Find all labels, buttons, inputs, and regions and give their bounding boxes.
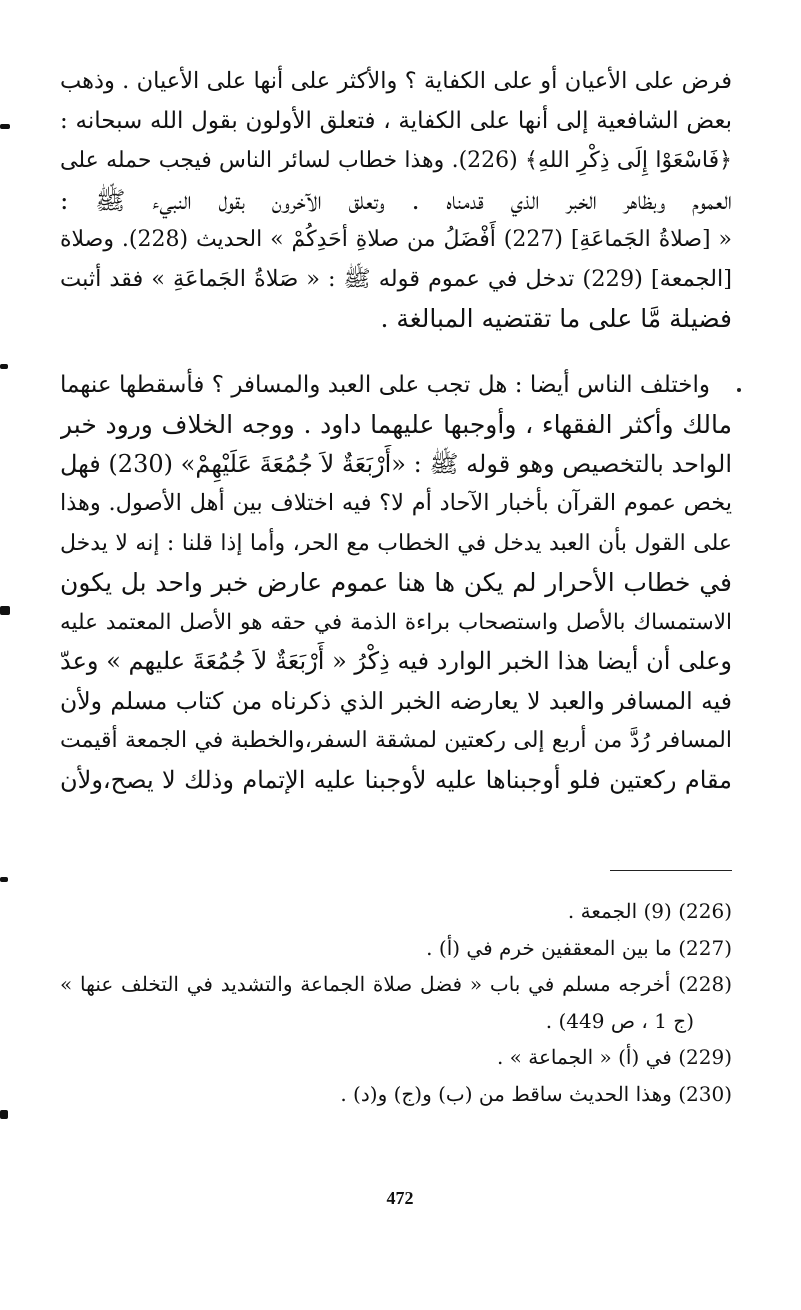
text-line: الاستمساك بالأصل واستصحاب براءة الذمة في حقه هو الأصل المعتمد عليه (60, 609, 732, 635)
footnote-230: (230) وهذا الحديث ساقط من (ب) و(ج) و(د) . (340, 1081, 732, 1106)
page-number: 472 (386, 1188, 414, 1208)
paragraph-1 (60, 62, 732, 339)
text-line: [الجمعة] (229) تدخل في عموم قوله ﷺ : « صَلاةُ الجَماعَةِ » فقد أثبت (60, 265, 732, 292)
footnote-228: (228) أخرجه مسلم في باب « فضل صلاة الجماعة والتشديد في التخلف عنها » (60, 972, 732, 996)
text-line: فضيلة مَّا على ما تقتضيه المبالغة . (380, 304, 732, 333)
text-line: مالك وأكثر الفقهاء ، وأوجبها عليهما داود . ووجه الخلاف ورود خبر (60, 410, 732, 439)
margin-mark (0, 877, 8, 882)
footnote-226: (226) (9) الجمعة . (567, 899, 732, 923)
text-line: يخص عموم القرآن بأخبار الآحاد أم لا؟ فيه اختلاف بين أهل الأصول. وهذا (60, 490, 732, 516)
margin-mark (0, 1110, 8, 1119)
paragraph-bullet (737, 388, 741, 392)
text-line: فيه المسافر والعبد لا يعارضه الخبر الذي ذكرناه من كتاب مسلم ولأن (60, 686, 732, 715)
text-line: وعلى أن أيضا هذا الخبر الوارد فيه ذِكْرُ « أَرْبَعَةٌ لاَ جُمُعَةَ عليهم » وعدّ (60, 647, 732, 675)
margin-mark (0, 124, 10, 129)
footnote-227: (227) ما بين المعقفين خرم في (أ) . (426, 935, 732, 960)
text-line: العموم وبظاهر الخبر الذي قدمناه . وتعلق الآخرون بقول النبيء ﷺ : (60, 185, 732, 215)
paragraph-2 (60, 366, 732, 801)
footnote-229: (229) في (أ) « الجماعة » . (496, 1045, 732, 1069)
text-line: الواحد بالتخصيص وهو قوله ﷺ : «أَرْبَعَةٌ لاَ جُمُعَةَ عَلَيْهِمْ» (230) فهل (60, 449, 732, 478)
paragraph-gap (60, 339, 732, 366)
text-line: على القول بأن العبد يدخل في الخطاب مع الحر، وأما إذا قلنا : إنه لا يدخل (60, 530, 732, 556)
text-line: المسافر رُدَّ من أربع إلى ركعتين لمشقة السفر،والخطبة في الجمعة أقيمت (60, 728, 732, 753)
margin-mark (0, 606, 10, 615)
text-line: مقام ركعتين فلو أوجبناها عليه لأوجبنا عليه الإتمام وذلك لا يصح،ولأن (60, 765, 732, 794)
text-line: ﴿فَاسْعَوْا إِلَى ذِكْرِ اللهِ﴾ (226). وهذا خطاب لسائر الناس فيجب حمله على (60, 148, 732, 173)
text-line: واختلف الناس أيضا : هل تجب على العبد والمسافر ؟ فأسقطها عنهما (60, 371, 710, 398)
footnote-separator (610, 870, 732, 871)
text-line: بعض الشافعية إلى أنها على الكفاية ، فتعلق الأولون بقول الله سبحانه : (60, 107, 732, 134)
main-text (60, 62, 732, 800)
text-line: فرض على الأعيان أو على الكفاية ؟ والأكثر على أنها على الأعيان . وذهب (60, 68, 732, 94)
text-line: في خطاب الأحرار لم يكن ها هنا عموم عارض خبر واحد بل يكون (60, 568, 732, 597)
text-line: « [صلاةُ الجَماعَةِ] (227) أَفْضَلُ من صلاةِ أحَدِكُمْ » الحديث (228). وصلاة (60, 227, 732, 252)
margin-mark (0, 364, 8, 369)
footnote-228-continued: (ج 1 ، ص 449) . (545, 1008, 694, 1033)
footnotes (60, 893, 732, 1112)
